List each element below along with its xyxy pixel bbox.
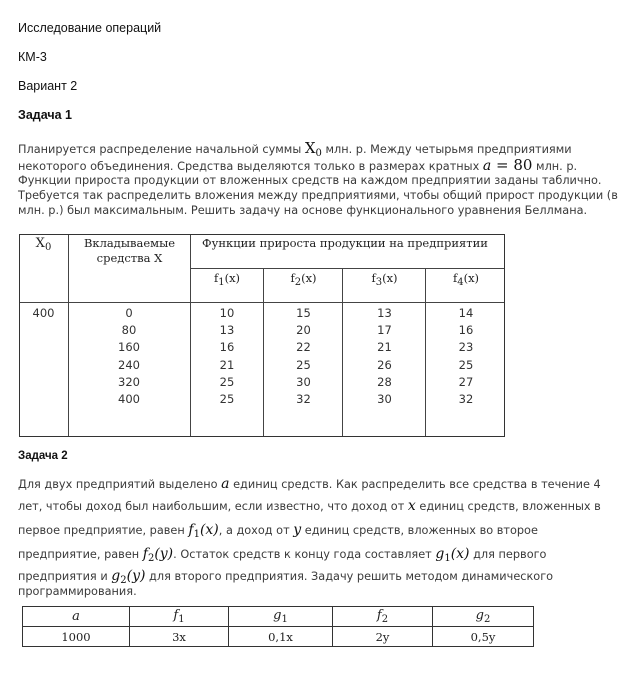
table-cell-invest: 240 (118, 357, 140, 372)
subscript: 1 (218, 277, 225, 288)
course-title: Исследование операций (18, 21, 162, 35)
symbol: f (173, 608, 179, 623)
argument: (x) (450, 546, 470, 562)
header-g2 (433, 607, 534, 627)
task2-line-3 (18, 523, 613, 538)
table-cell-f1: 16 (219, 340, 235, 355)
table-cell-f4: 32 (458, 392, 474, 407)
header-invest: Вкладываемые средства X (83, 236, 176, 265)
table-cell-f3: 30 (377, 392, 392, 407)
table-cell-f2: 20 (296, 323, 311, 338)
value-a: 1000 (23, 627, 130, 647)
invest-column (68, 305, 190, 408)
subscript: 0 (44, 242, 52, 253)
text-span: Для двух предприятий выделено (18, 478, 218, 491)
table-cell-f1: 13 (219, 323, 235, 338)
subscript: 2 (483, 614, 491, 625)
table-cell-invest: 400 (118, 392, 140, 407)
text-span: для второго предприятия. Задачу решить методом динамического (149, 570, 554, 583)
argument: (x) (463, 271, 480, 285)
table-cell-f4: 23 (458, 340, 474, 355)
variant-label: Вариант 2 (18, 79, 78, 93)
table-divider (190, 268, 504, 269)
text-span: единиц средств, вложенных в (419, 500, 601, 513)
table-cell-f4: 25 (458, 357, 474, 372)
argument: (x) (301, 271, 317, 285)
table-cell-f1: 25 (219, 392, 235, 407)
table-cell-f3: 21 (377, 340, 392, 355)
table-divider (20, 302, 504, 303)
argument: (x) (382, 271, 398, 285)
symbol: a (482, 158, 492, 174)
symbol: X (304, 139, 316, 157)
subscript: 0 (315, 148, 322, 159)
subscript: 2 (120, 575, 127, 586)
table-cell-f3: 28 (377, 374, 392, 389)
text-span: некоторого объединения. Средства выделяются только в размерах кратных (18, 160, 480, 173)
f3-column (343, 305, 426, 408)
subscript: 2 (147, 553, 155, 564)
task2-line-1 (18, 477, 613, 492)
x-symbol: x (407, 498, 416, 514)
subscript: 4 (457, 277, 464, 288)
symbol: a (72, 609, 80, 624)
symbol: g (435, 546, 445, 562)
symbol: f (290, 271, 295, 285)
task1-line-1 (18, 139, 613, 159)
text-span: лет, чтобы доход был наибольшим, если известно, что доход от (18, 500, 405, 513)
header-f3 (343, 271, 426, 288)
header-f2 (333, 607, 433, 627)
course-code: КМ-3 (18, 50, 47, 64)
task2-line-6: программирования. (18, 585, 137, 598)
subscript: 3 (375, 277, 383, 288)
task1-description (18, 139, 618, 218)
text-span: млн. р. (536, 160, 578, 173)
table-cell-invest: 320 (118, 374, 140, 389)
table-cell-invest: 80 (121, 323, 137, 338)
value-g1: 0,1x (229, 627, 333, 647)
text-span: единиц средств. Как распределить все средства в течение 4 (233, 478, 601, 491)
argument: (x) (224, 271, 241, 285)
symbol: f (142, 546, 148, 562)
argument: (y) (154, 546, 174, 562)
parameters-table (22, 606, 534, 647)
y-symbol: y (293, 522, 302, 538)
a-symbol: a (221, 476, 230, 492)
table-row (23, 627, 534, 647)
text-span: млн. р. Между четырьмя предприятиями (325, 143, 572, 156)
table-cell-f4: 27 (458, 374, 474, 389)
table-cell-f4: 14 (458, 306, 474, 320)
equation-value: = 80 (491, 156, 533, 174)
subscript: 1 (193, 529, 200, 540)
g2-of-y (111, 568, 145, 584)
symbol: g (111, 568, 121, 584)
symbol: f (452, 271, 458, 285)
task1-line-5: млн. р.) был максимальным. Решить задачу на основе функционального уравнения Беллмана. (18, 204, 588, 217)
x0-symbol (305, 139, 322, 157)
task2-line-5 (18, 569, 613, 584)
task1-line-4: Требуется так распределить вложения между предприятиями, чтобы общий прирост продукции (в (18, 189, 618, 202)
symbol: f (188, 522, 194, 538)
symbol: f (376, 608, 382, 623)
task2-description (18, 477, 613, 599)
g1-of-x (435, 546, 469, 562)
header-f1 (130, 607, 229, 627)
table-cell-invest: 0 (125, 306, 133, 320)
argument: (y) (126, 568, 146, 584)
table-cell-f2: 15 (296, 306, 311, 320)
table-cell-invest: 160 (118, 340, 140, 355)
subscript: 2 (381, 614, 389, 625)
text-span: единиц средств, вложенных во второе (304, 524, 538, 537)
table-cell-f2: 22 (296, 340, 311, 355)
text-span: предприятия и (18, 570, 108, 583)
text-span: предприятие, равен (18, 548, 140, 561)
table-cell-f3: 13 (377, 306, 392, 320)
subscript: 2 (294, 277, 302, 288)
table-cell-f1: 21 (219, 357, 235, 372)
header-a (23, 607, 130, 627)
text-span: , а доход от (218, 524, 290, 537)
text-span: Планируется распределение начальной суммы (18, 143, 302, 156)
text-span: первое предприятие, равен (18, 524, 185, 537)
task2-line-4 (18, 547, 613, 562)
value-g2: 0,5y (433, 627, 534, 647)
header-f4 (426, 271, 506, 288)
a-symbol (483, 158, 491, 174)
task2-title: Задача 2 (18, 450, 68, 462)
table-cell-f3: 26 (377, 357, 392, 372)
task1-title: Задача 1 (18, 108, 72, 122)
table-cell-f1: 10 (219, 306, 235, 320)
argument: (x) (199, 522, 219, 538)
f2-of-y (143, 546, 173, 562)
value-f1: 3x (130, 627, 229, 647)
text-span: . Остаток средств к концу года составляет (173, 548, 432, 561)
header-f2 (264, 271, 343, 288)
subscript: 1 (281, 614, 288, 625)
f2-column (264, 305, 343, 408)
text-span: для первого (473, 548, 547, 561)
header-x0 (19, 236, 68, 253)
subscript: 1 (444, 553, 451, 564)
table-cell-f2: 30 (296, 374, 311, 389)
x0-value: 400 (32, 306, 55, 320)
table-cell-f3: 17 (377, 323, 392, 338)
f4-column (426, 305, 506, 408)
subscript: 1 (178, 614, 185, 625)
symbol: g (475, 608, 484, 623)
table-cell-f2: 25 (296, 357, 311, 372)
task1-line-2 (18, 158, 613, 173)
f1-of-x (188, 522, 218, 538)
value-f2: 2y (333, 627, 433, 647)
symbol: f (371, 271, 376, 285)
header-g1 (229, 607, 333, 627)
header-f1 (190, 271, 264, 288)
table-cell-f1: 25 (219, 374, 235, 389)
task1-line-3: Функции прироста продукции от вложенных средств на каждом предприятии заданы таблично. (18, 174, 602, 187)
symbol: g (273, 608, 282, 623)
task2-line-2 (18, 499, 613, 514)
f1-column (190, 305, 264, 408)
table-header-row (23, 607, 534, 627)
symbol: f (213, 271, 219, 285)
header-functions: Функции прироста продукции на предприятии (202, 236, 488, 250)
symbol: X (35, 236, 45, 251)
table-cell-f2: 32 (296, 392, 311, 407)
table-cell-f4: 16 (458, 323, 474, 338)
